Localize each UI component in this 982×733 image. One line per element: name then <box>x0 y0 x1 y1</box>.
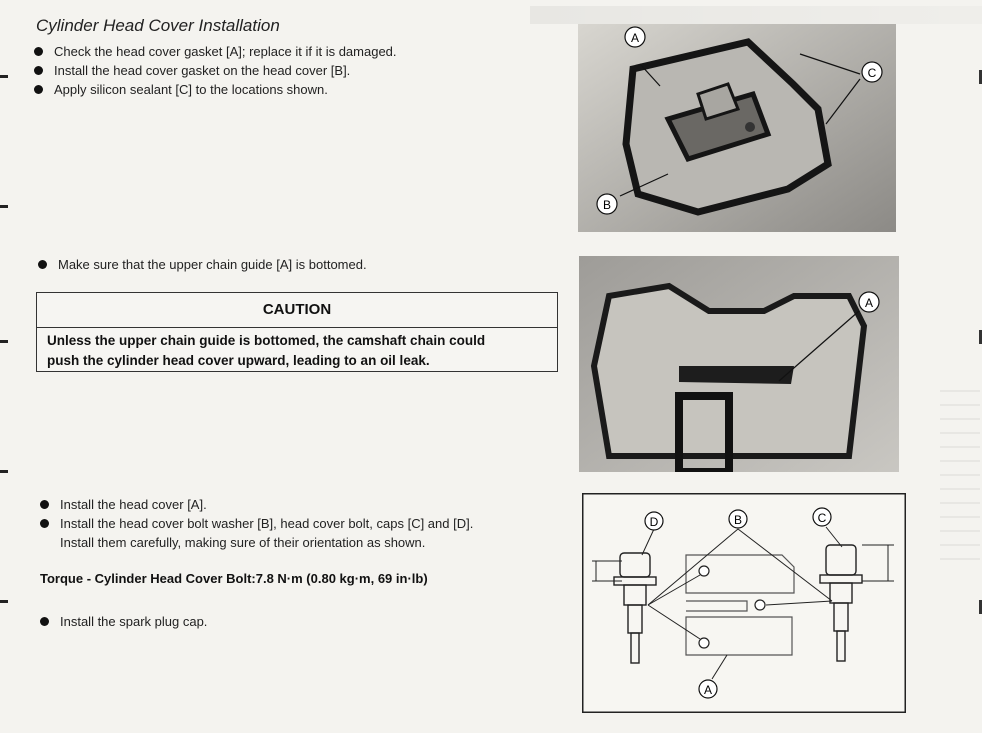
torque-spec: Torque - Cylinder Head Cover Bolt:7.8 N·m (0.80 kg·m, 69 in·lb) <box>40 571 428 586</box>
margin-mark <box>0 205 8 208</box>
caution-heading: CAUTION <box>37 293 557 328</box>
callout-label-a: A <box>630 31 640 45</box>
callout-label-a: A <box>703 683 713 697</box>
install-steps <box>38 495 473 552</box>
step-chain-guide: Make sure that the upper chain guide [A] is bottomed. <box>36 255 367 274</box>
callout-label-c: C <box>817 511 827 525</box>
callout-label-d: D <box>649 515 659 529</box>
callout-label-c: C <box>867 66 877 80</box>
callout-label-b: B <box>733 513 743 527</box>
bleed-through-lines <box>940 390 980 560</box>
step-orientation-note: Install them carefully, making sure of their orientation as shown. <box>60 535 426 550</box>
spark-plug-steps <box>38 612 207 631</box>
gasket-photo <box>578 24 896 232</box>
margin-mark <box>0 75 8 78</box>
margin-mark <box>0 470 8 473</box>
bleed-through-text <box>530 6 982 24</box>
margin-mark <box>0 600 8 603</box>
caution-text <box>37 328 557 374</box>
section-title: Cylinder Head Cover Installation <box>36 16 280 35</box>
chain-guide-photo <box>579 256 899 472</box>
gasket-steps <box>32 42 397 99</box>
step-spark-plug-cap: Install the spark plug cap. <box>38 612 207 631</box>
caution-line: Unless the upper chain guide is bottomed, the camshaft chain could <box>47 333 486 348</box>
step-install-cover: Install the head cover [A]. <box>38 495 473 514</box>
callout-label-a: A <box>864 296 874 310</box>
chain-guide-steps <box>36 255 367 274</box>
caution-line: push the cylinder head cover upward, leading to an oil leak. <box>47 353 430 368</box>
step-check-gasket: Check the head cover gasket [A]; replace it if it is damaged. <box>32 42 397 61</box>
step-apply-sealant: Apply silicon sealant [C] to the locations shown. <box>32 80 397 99</box>
chain-guide <box>679 366 794 384</box>
caution-box <box>36 292 558 372</box>
step-install-bolts: Install the head cover bolt washer [B], head cover bolt, caps [C] and [D]. <box>38 514 473 533</box>
callout-label-b: B <box>602 198 612 212</box>
bolt-diagram <box>582 493 906 713</box>
step-install-gasket: Install the head cover gasket on the head cover [B]. <box>32 61 397 80</box>
margin-mark <box>0 340 8 343</box>
